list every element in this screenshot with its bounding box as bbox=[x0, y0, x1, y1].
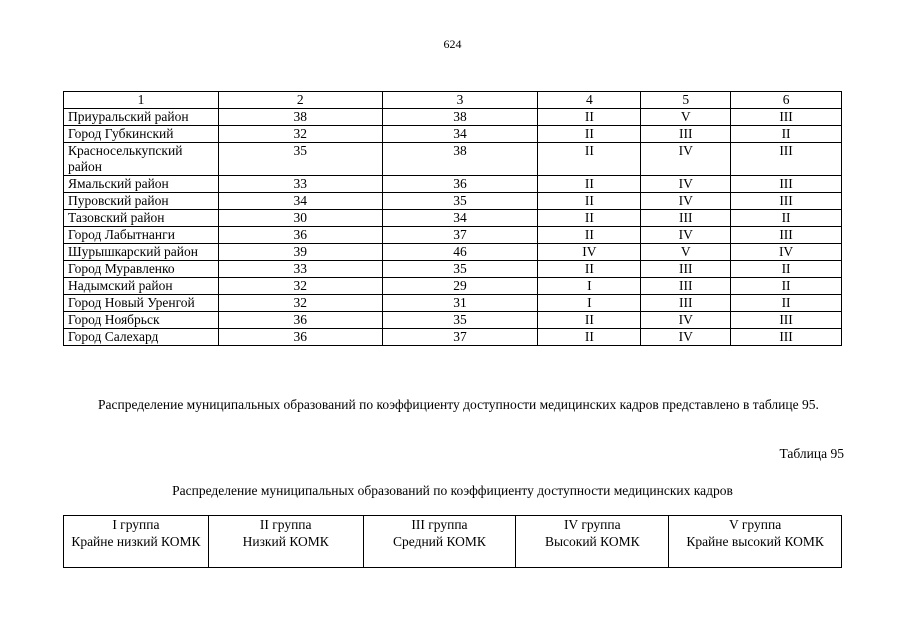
municipality-name-cell: Город Лабытнанги bbox=[64, 227, 219, 244]
table-cell: 36 bbox=[218, 312, 382, 329]
municipality-name-cell: Ямальский район bbox=[64, 176, 219, 193]
table-cell: II bbox=[731, 210, 842, 227]
group-title: II группа bbox=[259, 517, 312, 532]
table-row bbox=[64, 244, 842, 261]
group-cell bbox=[208, 516, 363, 568]
table-cell: II bbox=[731, 295, 842, 312]
table-cell: II bbox=[731, 261, 842, 278]
municipality-name-cell: Город Новый Уренгой bbox=[64, 295, 219, 312]
table-row bbox=[64, 261, 842, 278]
table-cell: II bbox=[731, 278, 842, 295]
group-cell bbox=[363, 516, 516, 568]
header-cell: 2 bbox=[218, 92, 382, 109]
groups-table bbox=[63, 515, 842, 568]
header-cell: 6 bbox=[731, 92, 842, 109]
table-cell: V bbox=[641, 109, 731, 126]
table-cell: 30 bbox=[218, 210, 382, 227]
group-description: Крайне высокий КОМК bbox=[686, 534, 824, 549]
table-cell: V bbox=[641, 244, 731, 261]
table-cell: III bbox=[641, 210, 731, 227]
municipalities-table bbox=[63, 91, 842, 346]
table-cell: 38 bbox=[218, 109, 382, 126]
group-cell bbox=[516, 516, 669, 568]
table-cell: III bbox=[731, 109, 842, 126]
table-cell: IV bbox=[641, 143, 731, 176]
table-cell: IV bbox=[641, 329, 731, 346]
table-cell: II bbox=[538, 109, 641, 126]
table-cell: III bbox=[731, 227, 842, 244]
table-cell: 29 bbox=[382, 278, 538, 295]
municipality-name-cell: Шурышкарский район bbox=[64, 244, 219, 261]
table-row bbox=[64, 210, 842, 227]
table-cell: 31 bbox=[382, 295, 538, 312]
header-cell: 1 bbox=[64, 92, 219, 109]
municipality-name-cell: Пуровский район bbox=[64, 193, 219, 210]
header-cell: 5 bbox=[641, 92, 731, 109]
table-label: Таблица 95 bbox=[779, 446, 844, 461]
table-cell: II bbox=[538, 126, 641, 143]
table-cell: 35 bbox=[382, 312, 538, 329]
table-cell: III bbox=[641, 126, 731, 143]
table-cell: IV bbox=[641, 176, 731, 193]
municipality-name-cell: Город Салехард bbox=[64, 329, 219, 346]
table-cell: III bbox=[641, 261, 731, 278]
table-cell: III bbox=[641, 278, 731, 295]
table-cell: 34 bbox=[382, 126, 538, 143]
table-cell: 33 bbox=[218, 176, 382, 193]
table-cell: 37 bbox=[382, 329, 538, 346]
table-row bbox=[64, 143, 842, 176]
group-title: I группа bbox=[112, 517, 160, 532]
group-description: Средний КОМК bbox=[393, 534, 486, 549]
table-row bbox=[64, 329, 842, 346]
table-row bbox=[64, 227, 842, 244]
table-cell: 36 bbox=[218, 227, 382, 244]
table-row bbox=[64, 126, 842, 143]
table-cell: II bbox=[538, 193, 641, 210]
table-cell: IV bbox=[731, 244, 842, 261]
municipality-name-cell: Город Муравленко bbox=[64, 261, 219, 278]
table-cell: IV bbox=[538, 244, 641, 261]
group-title: III группа bbox=[411, 517, 468, 532]
table-cell: 33 bbox=[218, 261, 382, 278]
table-cell: 46 bbox=[382, 244, 538, 261]
table-cell: I bbox=[538, 278, 641, 295]
table-row bbox=[64, 516, 842, 568]
table-cell: II bbox=[538, 210, 641, 227]
municipality-name-cell: Город Ноябрьск bbox=[64, 312, 219, 329]
municipality-name-cell: Тазовский район bbox=[64, 210, 219, 227]
table-cell: 38 bbox=[382, 143, 538, 176]
table-cell: II bbox=[538, 329, 641, 346]
table-cell: 37 bbox=[382, 227, 538, 244]
table-cell: 32 bbox=[218, 295, 382, 312]
table-row bbox=[64, 278, 842, 295]
municipality-name-cell: Надымский район bbox=[64, 278, 219, 295]
table-cell: II bbox=[538, 176, 641, 193]
table-cell: II bbox=[538, 143, 641, 176]
table-cell: II bbox=[538, 261, 641, 278]
header-cell: 3 bbox=[382, 92, 538, 109]
table-cell: III bbox=[731, 193, 842, 210]
group-description: Низкий КОМК bbox=[242, 534, 329, 549]
municipality-name-cell: Город Губкинский bbox=[64, 126, 219, 143]
table-cell: III bbox=[641, 295, 731, 312]
table-header-row bbox=[64, 92, 842, 109]
table-row bbox=[64, 193, 842, 210]
page-number: 624 bbox=[443, 37, 462, 51]
table-cell: IV bbox=[641, 312, 731, 329]
table-row bbox=[64, 312, 842, 329]
table-caption: Распределение муниципальных образований по коэффициенту доступности медицинских кадров bbox=[172, 483, 733, 498]
table-cell: II bbox=[731, 126, 842, 143]
table-cell: 32 bbox=[218, 126, 382, 143]
table-cell: 35 bbox=[382, 193, 538, 210]
table-cell: 35 bbox=[218, 143, 382, 176]
group-description: Высокий КОМК bbox=[544, 534, 640, 549]
table-cell: 36 bbox=[218, 329, 382, 346]
table-cell: 32 bbox=[218, 278, 382, 295]
table-row bbox=[64, 109, 842, 126]
municipality-name-cell: Приуральский район bbox=[64, 109, 219, 126]
table-cell: 34 bbox=[382, 210, 538, 227]
body-paragraph: Распределение муниципальных образований по коэффициенту доступности медицинских кадров представлено в таблице 95. bbox=[98, 397, 819, 412]
group-cell bbox=[669, 516, 842, 568]
group-description: Крайне низкий КОМК bbox=[71, 534, 201, 549]
table-cell: 38 bbox=[382, 109, 538, 126]
table-cell: II bbox=[538, 312, 641, 329]
table-cell: I bbox=[538, 295, 641, 312]
group-title: V группа bbox=[729, 517, 782, 532]
table-cell: III bbox=[731, 176, 842, 193]
table-cell: III bbox=[731, 143, 842, 176]
table-cell: II bbox=[538, 227, 641, 244]
table-cell: 39 bbox=[218, 244, 382, 261]
table-cell: 36 bbox=[382, 176, 538, 193]
header-cell: 4 bbox=[538, 92, 641, 109]
table-cell: 34 bbox=[218, 193, 382, 210]
group-title: IV группа bbox=[563, 517, 621, 532]
table-cell: III bbox=[731, 312, 842, 329]
table-cell: IV bbox=[641, 227, 731, 244]
table-cell: IV bbox=[641, 193, 731, 210]
table-row bbox=[64, 295, 842, 312]
table-row bbox=[64, 176, 842, 193]
group-cell bbox=[64, 516, 209, 568]
table-cell: III bbox=[731, 329, 842, 346]
municipality-name-cell: Красноселькупский район bbox=[64, 143, 219, 176]
table-cell: 35 bbox=[382, 261, 538, 278]
